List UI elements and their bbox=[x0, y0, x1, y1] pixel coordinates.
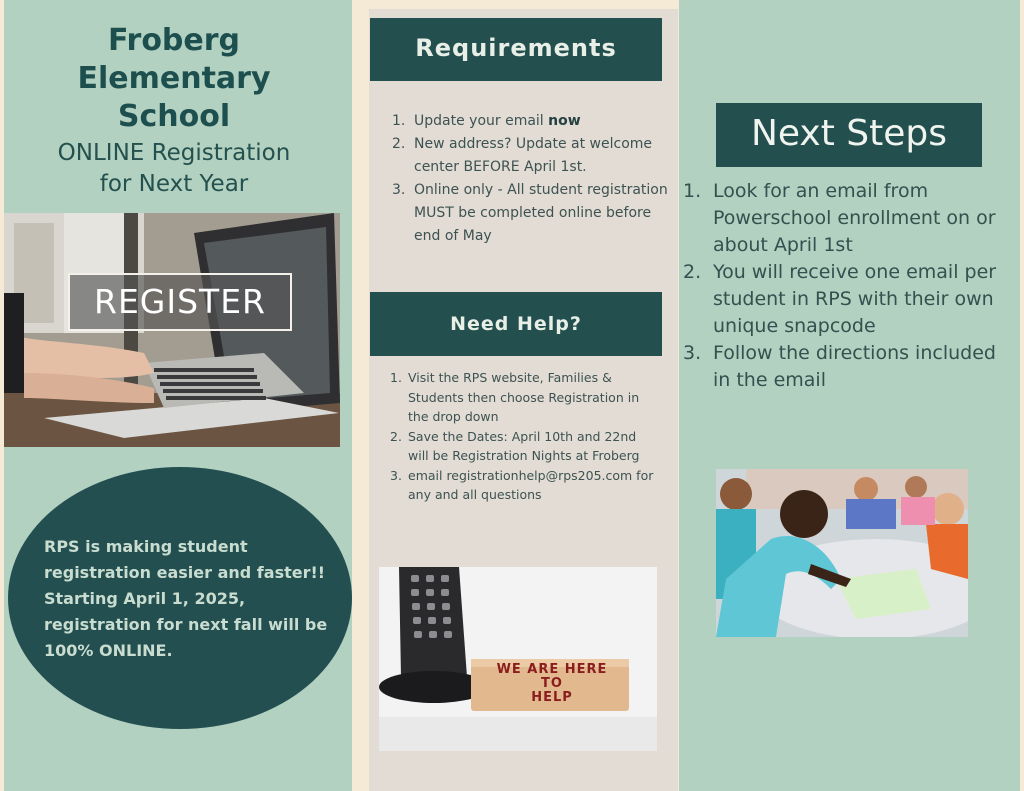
register-laptop-photo bbox=[4, 213, 340, 447]
next-steps-heading: Next Steps bbox=[716, 103, 982, 167]
requirement-item: New address? Update at welcome center BEFORE April 1st. bbox=[414, 136, 653, 175]
requirement-1-text: Update your email bbox=[414, 113, 549, 129]
requirement-1-bold: now bbox=[548, 113, 581, 129]
register-label: REGISTER bbox=[68, 273, 292, 331]
need-help-heading: Need Help? bbox=[370, 292, 662, 356]
next-step-item: Look for an email from Powerschool enrollment on or about April 1st bbox=[713, 180, 996, 256]
requirements-list bbox=[392, 110, 676, 248]
announcement-text: RPS is making student registration easier and faster!! Starting April 1, 2025, registration for next fall will be 100% ONLINE. bbox=[44, 537, 328, 660]
next-step-item: You will receive one email per student in RPS with their own unique snapcode bbox=[713, 261, 997, 337]
registration-subtitle bbox=[0, 138, 348, 200]
help-item: Save the Dates: April 10th and 22nd will be Registration Nights at Froberg bbox=[408, 428, 640, 463]
block-line-2: TO bbox=[541, 676, 563, 691]
student-drawing-photo bbox=[716, 469, 968, 637]
help-list bbox=[408, 368, 658, 505]
next-step-item: Follow the directions included in the email bbox=[713, 342, 996, 391]
subtitle-line-1: ONLINE Registration bbox=[57, 140, 291, 166]
we-are-here-text bbox=[477, 663, 627, 705]
block-line-3: HELP bbox=[531, 690, 573, 705]
phone-block-illustration bbox=[379, 567, 657, 751]
requirements-heading: Requirements bbox=[370, 18, 662, 81]
school-title bbox=[0, 22, 348, 136]
classroom-illustration bbox=[716, 469, 968, 637]
title-line-2: Elementary bbox=[77, 61, 271, 96]
subtitle-line-2: for Next Year bbox=[99, 171, 249, 197]
help-item: email registrationhelp@rps205.com for any and all questions bbox=[408, 467, 654, 502]
help-phone-photo bbox=[379, 567, 657, 751]
requirement-item bbox=[414, 110, 676, 133]
next-steps-list bbox=[713, 178, 1013, 394]
block-line-1: WE ARE HERE bbox=[496, 662, 608, 677]
requirement-item: Online only - All student registration MUST be completed online before end of May bbox=[414, 182, 668, 244]
title-line-1: Froberg bbox=[107, 23, 241, 58]
title-line-3: School bbox=[117, 99, 231, 134]
help-item: Visit the RPS website, Families & Students then choose Registration in the drop down bbox=[408, 370, 640, 424]
